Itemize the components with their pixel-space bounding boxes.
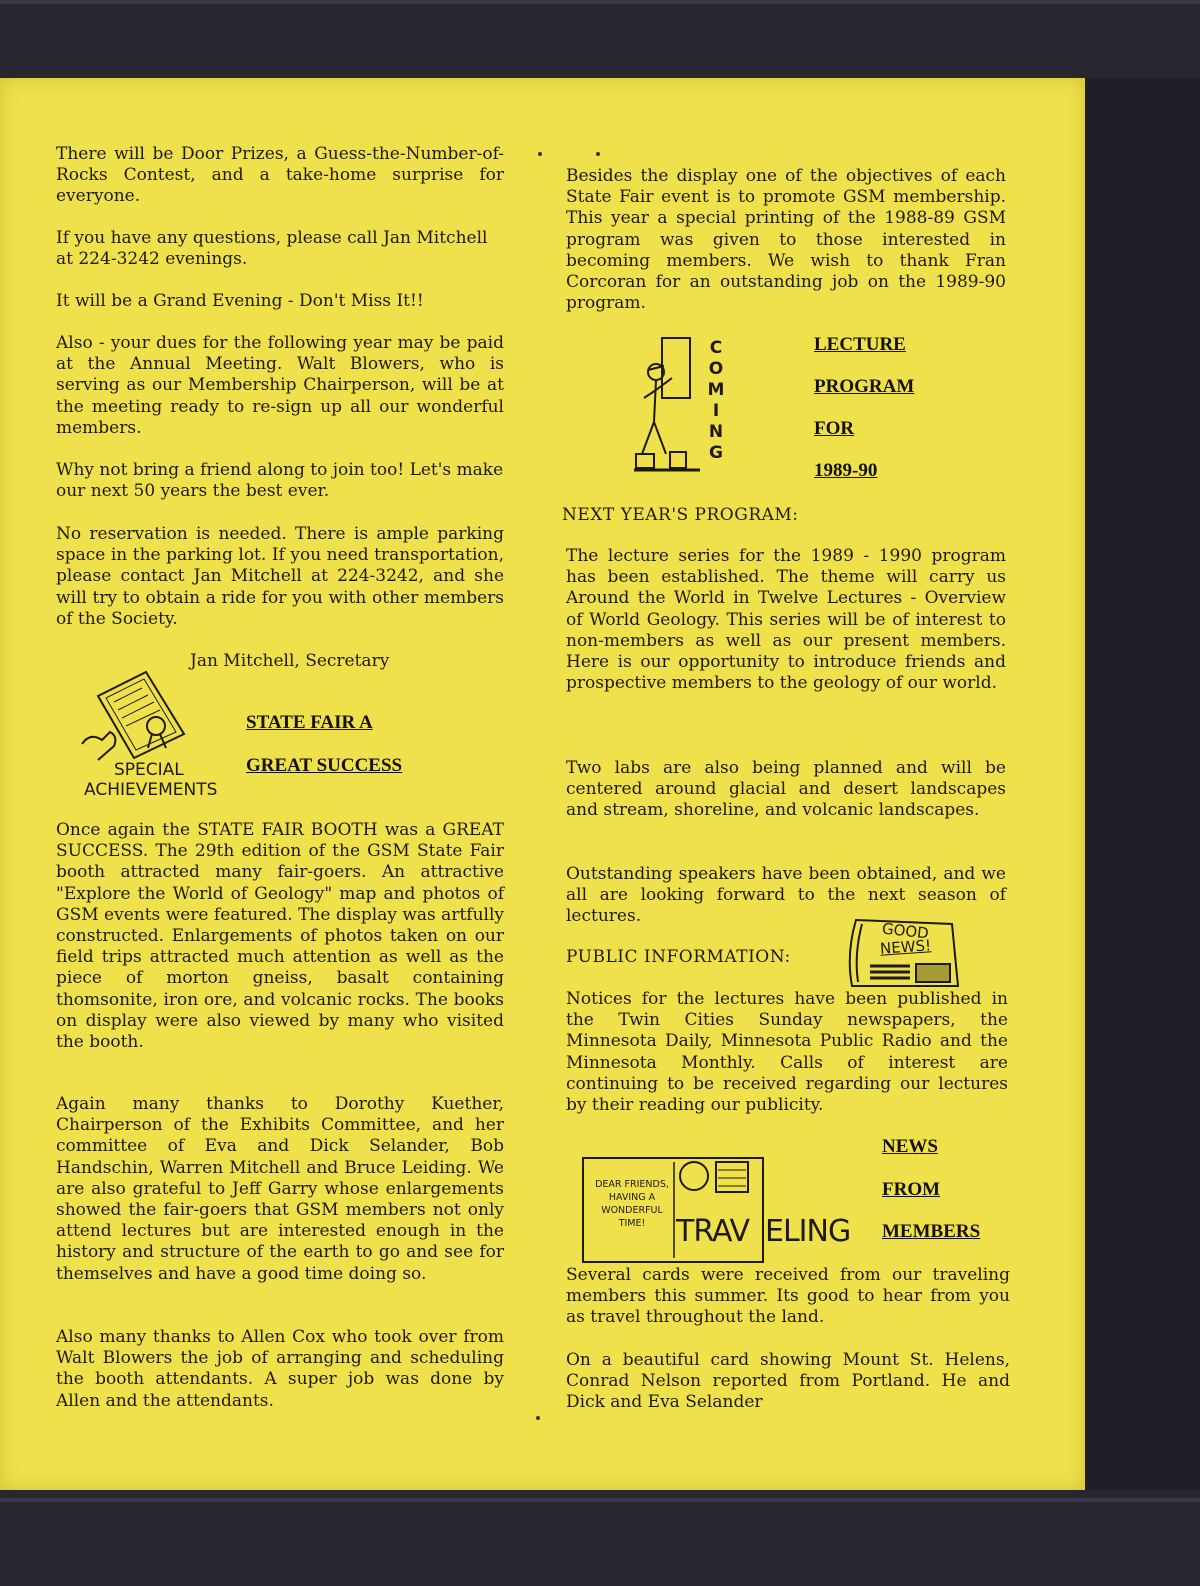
newsletter-page (0, 78, 1085, 1490)
postcard-line: DEAR FRIENDS, (595, 1179, 669, 1190)
thanks-committee-paragraph: Again many thanks to Dorothy Kuether, Chairperson of the Exhibits Committee, and her committee of Eva and Dick Selander, Bob Handschin, Warren Mitchell and Bruce Leiding. We are also grateful to Jeff Garry whose enlargements showed the fair-goers that GSM members not only attend lectures but are interested enough in the history and structure of the earth to go and see for themselves and have a good time doing so. (56, 1094, 504, 1284)
achievements-label: ACHIEVEMENTS (84, 780, 218, 800)
good-label: GOOD (881, 919, 930, 943)
thanks-allen-paragraph: Also many thanks to Allen Cox who took over from Walt Blowers the job of arranging and scheduling the booth attendants. A super job was done by Allen and the attendants. (56, 1327, 504, 1411)
coming-letter: G (709, 443, 723, 463)
door-prizes-paragraph: There will be Door Prizes, a Guess-the-Number-of-Rocks Contest, and a take-home surprise for everyone. (56, 144, 504, 207)
next-year-label: NEXT YEAR'S PROGRAM: (562, 505, 799, 525)
sign-painter-icon (632, 334, 704, 474)
from-heading: FROM (882, 1179, 941, 1200)
special-achievements-clipart (80, 670, 250, 798)
labs-paragraph: Two labs are also being planned and will be centered around glacial and desert landscapes and stream, shoreline, and volcanic landscapes. (566, 758, 1006, 821)
lecture-heading: LECTURE (814, 334, 906, 355)
news-label: NEWS! (879, 936, 932, 958)
postcard-text (588, 1178, 676, 1230)
public-info-label: PUBLIC INFORMATION: (566, 947, 791, 967)
coming-letters (704, 338, 728, 464)
postcard-line: WONDERFUL (601, 1205, 663, 1216)
traveling-cards-paragraph: Several cards were received from our traveling members this summer. Its good to hear from you as travel throughout the land. (566, 1265, 1010, 1328)
year-heading: 1989-90 (814, 460, 878, 481)
scan-edge-top (0, 0, 1200, 4)
for-heading: FOR (814, 418, 855, 439)
reservation-paragraph: No reservation is needed. There is ample parking space in the parking lot. If you need transportation, please contact Jan Mitchell at 224-3242, and she will try to obtain a ride for you with other members of the Society. (56, 524, 504, 629)
notices-paragraph: Notices for the lectures have been published in the Twin Cities Sunday newspapers, the Minnesota Daily, Minnesota Public Radio and the Minnesota Monthly. Calls of interest are continuing to be received regarding our lectures by their reading our publicity. (566, 989, 1008, 1116)
margin-dot (596, 152, 600, 156)
scan-margin-right (1085, 78, 1200, 1490)
coming-letter: C (709, 338, 723, 358)
coming-clipart (632, 334, 752, 474)
postcard-line: HAVING A (608, 1192, 656, 1203)
coming-letter: M (707, 380, 725, 400)
bring-friend-paragraph: Why not bring a friend along to join too! Let's make our next 50 years the best ever. (56, 460, 504, 502)
traveling-word-b: ELING (765, 1214, 851, 1249)
scan-edge-bottom (0, 1498, 1200, 1502)
state-fair-heading-2: GREAT SUCCESS (246, 755, 403, 776)
certificate-icon (80, 670, 250, 762)
grand-evening-paragraph: It will be a Grand Evening - Don't Miss It!! (56, 291, 424, 311)
special-label: SPECIAL (114, 760, 184, 780)
traveling-word-a: TRAV (676, 1214, 750, 1249)
coming-letter: O (708, 359, 724, 379)
dues-paragraph: Also - your dues for the following year may be paid at the Annual Meeting. Walt Blowers, who is serving as our Membership Chairperson, will be at the meeting ready to re-sign up all our wonderful members. (56, 333, 504, 438)
coming-letter: N (708, 422, 724, 442)
questions-paragraph: If you have any questions, please call Jan Mitchell at 224-3242 evenings. (56, 228, 488, 270)
lecture-series-paragraph: The lecture series for the 1989 - 1990 program has been established. The theme will carry us Around the World in Twelve Lectures - Overview of World Geology. This series will be of interest to non-members as well as our present members. Here is our opportunity to introduce friends and prospective members to the geology of our world. (566, 546, 1006, 694)
speakers-paragraph: Outstanding speakers have been obtained, and we all are looking forward to the next season of lectures. (566, 864, 1006, 927)
postcard-line: TIME! (618, 1218, 646, 1229)
program-heading: PROGRAM (814, 376, 915, 397)
coming-letter: I (712, 401, 720, 421)
good-news-clipart (848, 914, 962, 990)
members-heading: MEMBERS (882, 1221, 981, 1242)
traveling-postcard-clipart (582, 1156, 858, 1264)
secretary-signature: Jan Mitchell, Secretary (190, 651, 390, 671)
news-heading: NEWS (882, 1136, 938, 1157)
state-fair-paragraph: Once again the STATE FAIR BOOTH was a GREAT SUCCESS. The 29th edition of the GSM State Fair booth attracted many fair-goers. An attractive "Explore the World of Geology" map and photos of GSM events were featured. The display was artfully constructed. Enlargements of photos taken on our field trips attracted much attention as well as the piece of morton gneiss, basalt containing thomsonite, iron ore, and volcanic rocks. The books on display were also viewed by many who visited the booth. (56, 820, 504, 1053)
state-fair-heading-1: STATE FAIR A (246, 712, 373, 733)
mount-st-helens-paragraph: On a beautiful card showing Mount St. Helens, Conrad Nelson reported from Portland. He and Dick and Eva Selander (566, 1350, 1010, 1413)
membership-paragraph: Besides the display one of the objectives of each State Fair event is to promote GSM membership. This year a special printing of the 1988-89 GSM program was given to those interested in becoming members. We wish to thank Fran Corcoran for an outstanding job on the 1989-90 program. (566, 166, 1006, 314)
margin-dot (538, 152, 542, 156)
margin-dot (536, 1416, 540, 1420)
